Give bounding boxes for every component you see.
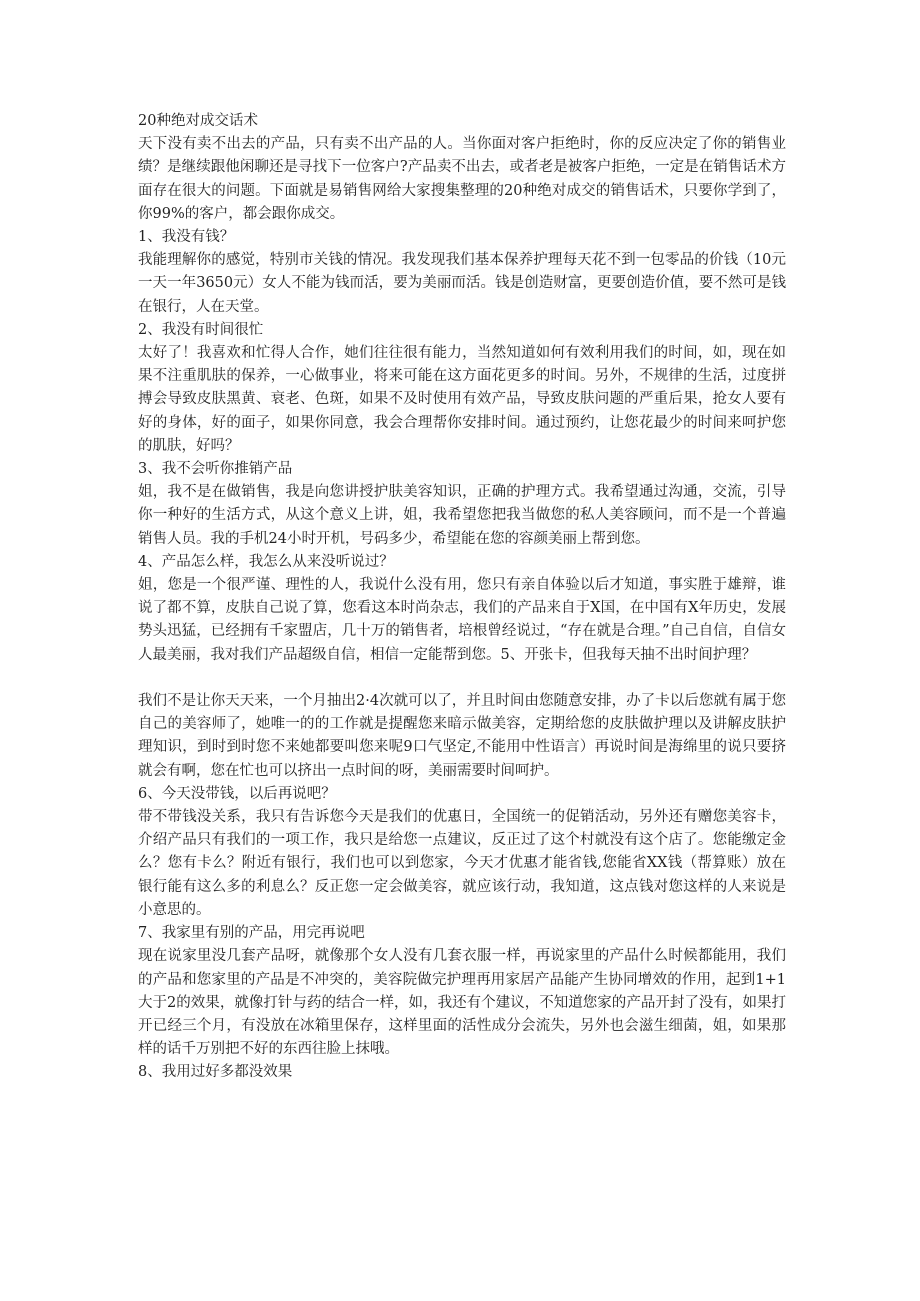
section-3-body: 姐，我不是在做销售，我是向您讲授护肤美容知识，正确的护理方式。我希望通过沟通，交流，引导你一种好的生活方式，从这个意义上讲，姐，我希望您把我当做您的私人美容顾问，而不是一个普遍销售人员。我的手机24小时开机，号码多少，希望能在您的容颜美丽上帮到您。 xyxy=(138,484,786,547)
section-8-heading: 8、我用过好多都没效果 xyxy=(138,1064,293,1081)
blank-line xyxy=(138,667,786,690)
section-3-heading: 3、我不会听你推销产品 xyxy=(138,461,293,478)
section-1-heading: 1、我没有钱？ xyxy=(138,229,235,246)
section-4-body: 姐，您是一个很严谨、理性的人，我说什么没有用，您只有亲自体验以后才知道，事实胜于雄辩，谁说了都不算，皮肤自己说了算，您看这本时尚杂志，我们的产品来自于X国，在中国有X年历史，发展势头迅猛，已经拥有千家盟店，几十万的销售者，培根曾经说过，“存在就是合理。”自己自信，自信女人最美丽，我对我们产品超级自信，相信一定能帮到您。5、开张卡，但我每天抽不出时间护理？ xyxy=(138,577,786,663)
section-6-body: 带不带钱没关系，我只有告诉您今天是我们的优惠日，全国统一的促销活动，另外还有赠您美容卡，介绍产品只有我们的一项工作，我只是给您一点建议，反正过了这个村就没有这个店了。您能缴定金么？您有卡么？附近有银行，我们也可以到您家，今天才优惠才能省钱,您能省XX钱（帮算账）放在银行能有这么多的利息么？反正您一定会做美容，就应该行动，我知道，这点钱对您这样的人来说是小意思的。 xyxy=(138,809,786,918)
document-title: 20种绝对成交话术 xyxy=(138,113,258,129)
section-1-body: 我能理解你的感觉，特别市关钱的情况。我发现我们基本保养护理每天花不到一包零品的价钱（10元一天一年3650元）女人不能为钱而活，要为美丽而活。钱是创造财富，更要创造价值，要不然可是钱在银行，人在天堂。 xyxy=(138,252,786,315)
section-6-heading: 6、今天没带钱，以后再说吧？ xyxy=(138,785,336,802)
section-5-body: 我们不是让你天天来，一个月抽出2·4次就可以了，并且时间由您随意安排，办了卡以后您就有属于您自己的美容师了，她唯一的的工作就是提醒您来暗示做美容，定期给您的皮肤做护理以及讲解皮肤护理知识，到时到时您不来她都要叫您来呢9口气坚定,不能用中性语言）再说时间是海绵里的说只要挤就会有啊，您在忙也可以挤出一点时间的呀，美丽需要时间呵护。 xyxy=(138,693,786,779)
section-2-heading: 2、我没有时间很忙 xyxy=(138,321,264,338)
section-2-body: 太好了！我喜欢和忙得人合作，她们往往很有能力，当然知道如何有效利用我们的时间，如，现在如果不注重肌肤的保养，一心做事业，将来可能在这方面花更多的时间。另外，不规律的生活，过度拼搏会导致皮肤黑黄、衰老、色斑，如果不及时使用有效产品，导致皮肤问题的严重后果，抢女人要有好的身体，好的面子，如果你同意，我会合理帮你安排时间。通过预约，让您花最少的时间来呵护您的肌肤，好吗？ xyxy=(138,345,786,454)
document-body xyxy=(138,110,786,1085)
intro-paragraph: 天下没有卖不出去的产品，只有卖不出产品的人。当你面对客户拒绝时，你的反应决定了你的销售业绩？是继续跟他闲聊还是寻找下一位客户?产品卖不出去，或者老是被客户拒绝，一定是在销售话术方面存在很大的问题。下面就是易销售网给大家搜集整理的20种绝对成交的销售话术，只要你学到了，你99%的客户，都会跟你成交。 xyxy=(138,136,786,222)
section-4-heading: 4、产品怎么样，我怎么从来没听说过？ xyxy=(138,553,394,570)
section-7-body: 现在说家里没几套产品呀，就像那个女人没有几套衣服一样，再说家里的产品什么时候都能用，我们的产品和您家里的产品是不冲突的，美容院做完护理再用家居产品能产生协同增效的作用，起到1+1大于2的效果，就像打针与药的结合一样，如，我还有个建议，不知道您家的产品开封了没有，如果打开已经三个月，有没放在冰箱里保存，这样里面的活性成分会流失，另外也会滋生细菌，姐，如果那样的话千万别把不好的东西往脸上抹哦。 xyxy=(138,948,786,1058)
section-7-heading: 7、我家里有别的产品，用完再说吧 xyxy=(138,925,365,942)
